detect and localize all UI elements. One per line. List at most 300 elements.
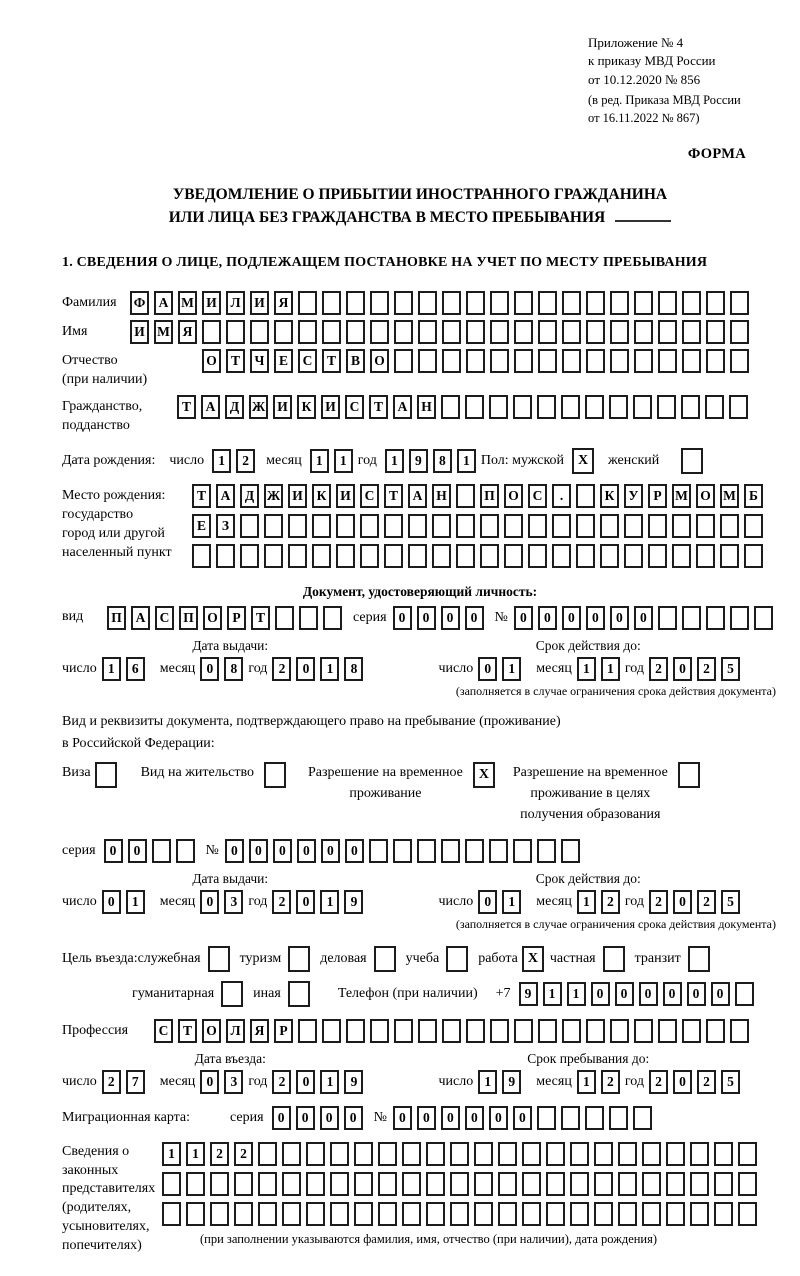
- char-cell[interactable]: [537, 1106, 556, 1130]
- purpose-tourism-checkbox[interactable]: [288, 946, 310, 972]
- char-cell[interactable]: Ф: [130, 291, 149, 315]
- char-cell[interactable]: 2: [102, 1070, 121, 1094]
- char-cell[interactable]: [690, 1172, 709, 1196]
- char-cell[interactable]: М: [178, 291, 197, 315]
- char-cell[interactable]: [498, 1172, 517, 1196]
- char-cell[interactable]: И: [288, 484, 307, 508]
- char-cell[interactable]: [306, 1202, 325, 1226]
- char-cell[interactable]: [658, 320, 677, 344]
- char-cell[interactable]: 0: [673, 1070, 692, 1094]
- blank-line[interactable]: [615, 208, 671, 222]
- char-cell[interactable]: [744, 544, 763, 568]
- char-cell[interactable]: К: [600, 484, 619, 508]
- char-cell[interactable]: [346, 291, 365, 315]
- char-cell[interactable]: 1: [334, 449, 353, 473]
- char-cell[interactable]: 1: [543, 982, 562, 1006]
- char-cell[interactable]: [586, 1019, 605, 1043]
- char-cell[interactable]: 1: [320, 1070, 339, 1094]
- char-cell[interactable]: 9: [344, 1070, 363, 1094]
- char-cell[interactable]: 2: [272, 1070, 291, 1094]
- char-cell[interactable]: [538, 320, 557, 344]
- char-cell[interactable]: К: [297, 395, 316, 419]
- residence-permit-checkbox[interactable]: [264, 762, 286, 788]
- char-cell[interactable]: 2: [272, 657, 291, 681]
- char-cell[interactable]: П: [480, 484, 499, 508]
- char-cell[interactable]: 0: [249, 839, 268, 863]
- char-cell[interactable]: 1: [212, 449, 231, 473]
- char-cell[interactable]: [585, 395, 604, 419]
- char-cell[interactable]: [642, 1202, 661, 1226]
- char-cell[interactable]: А: [201, 395, 220, 419]
- char-cell[interactable]: [585, 1106, 604, 1130]
- char-cell[interactable]: [417, 839, 436, 863]
- char-cell[interactable]: М: [672, 484, 691, 508]
- char-cell[interactable]: 9: [519, 982, 538, 1006]
- char-cell[interactable]: [210, 1172, 229, 1196]
- char-cell[interactable]: [658, 349, 677, 373]
- char-cell[interactable]: [657, 395, 676, 419]
- char-cell[interactable]: [402, 1202, 421, 1226]
- char-cell[interactable]: [513, 839, 532, 863]
- char-cell[interactable]: [706, 349, 725, 373]
- char-cell[interactable]: [514, 349, 533, 373]
- char-cell[interactable]: 0: [478, 890, 497, 914]
- char-cell[interactable]: [504, 514, 523, 538]
- char-cell[interactable]: 0: [225, 839, 244, 863]
- char-cell[interactable]: [522, 1142, 541, 1166]
- char-cell[interactable]: 1: [385, 449, 404, 473]
- char-cell[interactable]: 0: [200, 1070, 219, 1094]
- char-cell[interactable]: Р: [274, 1019, 293, 1043]
- char-cell[interactable]: [394, 1019, 413, 1043]
- char-cell[interactable]: [393, 839, 412, 863]
- char-cell[interactable]: 0: [478, 657, 497, 681]
- char-cell[interactable]: [600, 514, 619, 538]
- char-cell[interactable]: [672, 514, 691, 538]
- char-cell[interactable]: [576, 544, 595, 568]
- purpose-other-checkbox[interactable]: [288, 981, 310, 1007]
- char-cell[interactable]: П: [179, 606, 198, 630]
- char-cell[interactable]: [346, 1019, 365, 1043]
- char-cell[interactable]: 0: [615, 982, 634, 1006]
- char-cell[interactable]: [176, 839, 195, 863]
- char-cell[interactable]: 0: [465, 606, 484, 630]
- char-cell[interactable]: [570, 1202, 589, 1226]
- char-cell[interactable]: 2: [697, 657, 716, 681]
- char-cell[interactable]: 9: [344, 890, 363, 914]
- char-cell[interactable]: С: [298, 349, 317, 373]
- char-cell[interactable]: 2: [697, 890, 716, 914]
- char-cell[interactable]: [402, 1172, 421, 1196]
- char-cell[interactable]: 0: [345, 839, 364, 863]
- char-cell[interactable]: [384, 514, 403, 538]
- char-cell[interactable]: [498, 1202, 517, 1226]
- char-cell[interactable]: [466, 291, 485, 315]
- edu-residence-checkbox[interactable]: [678, 762, 700, 788]
- char-cell[interactable]: [576, 514, 595, 538]
- char-cell[interactable]: [624, 544, 643, 568]
- char-cell[interactable]: [681, 395, 700, 419]
- char-cell[interactable]: [418, 1019, 437, 1043]
- char-cell[interactable]: Б: [744, 484, 763, 508]
- char-cell[interactable]: Л: [226, 291, 245, 315]
- char-cell[interactable]: 9: [409, 449, 428, 473]
- char-cell[interactable]: [561, 1106, 580, 1130]
- char-cell[interactable]: 1: [478, 1070, 497, 1094]
- char-cell[interactable]: [275, 606, 294, 630]
- char-cell[interactable]: 0: [296, 890, 315, 914]
- char-cell[interactable]: [432, 514, 451, 538]
- char-cell[interactable]: И: [336, 484, 355, 508]
- char-cell[interactable]: [360, 544, 379, 568]
- char-cell[interactable]: О: [203, 606, 222, 630]
- char-cell[interactable]: Я: [250, 1019, 269, 1043]
- char-cell[interactable]: [546, 1142, 565, 1166]
- char-cell[interactable]: 1: [320, 890, 339, 914]
- char-cell[interactable]: 3: [224, 890, 243, 914]
- char-cell[interactable]: В: [346, 349, 365, 373]
- char-cell[interactable]: 2: [234, 1142, 253, 1166]
- char-cell[interactable]: [370, 1019, 389, 1043]
- char-cell[interactable]: 0: [441, 606, 460, 630]
- char-cell[interactable]: [360, 514, 379, 538]
- char-cell[interactable]: [682, 606, 701, 630]
- char-cell[interactable]: [378, 1142, 397, 1166]
- char-cell[interactable]: 1: [502, 890, 521, 914]
- char-cell[interactable]: О: [370, 349, 389, 373]
- char-cell[interactable]: [696, 514, 715, 538]
- char-cell[interactable]: К: [312, 484, 331, 508]
- char-cell[interactable]: [298, 291, 317, 315]
- char-cell[interactable]: [666, 1202, 685, 1226]
- char-cell[interactable]: 2: [697, 1070, 716, 1094]
- char-cell[interactable]: [408, 514, 427, 538]
- char-cell[interactable]: [690, 1202, 709, 1226]
- char-cell[interactable]: [720, 514, 739, 538]
- char-cell[interactable]: [465, 395, 484, 419]
- char-cell[interactable]: [378, 1202, 397, 1226]
- char-cell[interactable]: [370, 320, 389, 344]
- purpose-official-checkbox[interactable]: [208, 946, 230, 972]
- char-cell[interactable]: [642, 1142, 661, 1166]
- char-cell[interactable]: [562, 349, 581, 373]
- char-cell[interactable]: [522, 1172, 541, 1196]
- char-cell[interactable]: 5: [721, 1070, 740, 1094]
- char-cell[interactable]: [426, 1172, 445, 1196]
- char-cell[interactable]: [546, 1202, 565, 1226]
- char-cell[interactable]: [288, 544, 307, 568]
- char-cell[interactable]: [537, 839, 556, 863]
- char-cell[interactable]: [594, 1202, 613, 1226]
- char-cell[interactable]: 0: [465, 1106, 484, 1130]
- purpose-humanitarian-checkbox[interactable]: [221, 981, 243, 1007]
- char-cell[interactable]: 2: [601, 1070, 620, 1094]
- char-cell[interactable]: 0: [104, 839, 123, 863]
- char-cell[interactable]: 2: [649, 890, 668, 914]
- char-cell[interactable]: О: [202, 1019, 221, 1043]
- char-cell[interactable]: [466, 349, 485, 373]
- char-cell[interactable]: 1: [310, 449, 329, 473]
- char-cell[interactable]: 0: [344, 1106, 363, 1130]
- char-cell[interactable]: 1: [567, 982, 586, 1006]
- char-cell[interactable]: 0: [673, 657, 692, 681]
- char-cell[interactable]: [633, 395, 652, 419]
- char-cell[interactable]: Ж: [264, 484, 283, 508]
- char-cell[interactable]: [538, 1019, 557, 1043]
- char-cell[interactable]: 0: [320, 1106, 339, 1130]
- char-cell[interactable]: 8: [433, 449, 452, 473]
- char-cell[interactable]: 0: [562, 606, 581, 630]
- char-cell[interactable]: [658, 291, 677, 315]
- char-cell[interactable]: [384, 544, 403, 568]
- char-cell[interactable]: 0: [663, 982, 682, 1006]
- char-cell[interactable]: [552, 544, 571, 568]
- char-cell[interactable]: [624, 514, 643, 538]
- char-cell[interactable]: [354, 1142, 373, 1166]
- char-cell[interactable]: 0: [417, 606, 436, 630]
- char-cell[interactable]: [456, 544, 475, 568]
- char-cell[interactable]: [513, 395, 532, 419]
- char-cell[interactable]: 0: [586, 606, 605, 630]
- char-cell[interactable]: [298, 1019, 317, 1043]
- char-cell[interactable]: 0: [673, 890, 692, 914]
- char-cell[interactable]: [696, 544, 715, 568]
- char-cell[interactable]: [610, 320, 629, 344]
- char-cell[interactable]: [658, 606, 677, 630]
- char-cell[interactable]: [514, 320, 533, 344]
- char-cell[interactable]: Д: [225, 395, 244, 419]
- char-cell[interactable]: 0: [610, 606, 629, 630]
- char-cell[interactable]: [738, 1142, 757, 1166]
- char-cell[interactable]: [658, 1019, 677, 1043]
- char-cell[interactable]: [322, 1019, 341, 1043]
- char-cell[interactable]: [514, 291, 533, 315]
- char-cell[interactable]: 0: [200, 657, 219, 681]
- char-cell[interactable]: [418, 291, 437, 315]
- char-cell[interactable]: [618, 1142, 637, 1166]
- char-cell[interactable]: [323, 606, 342, 630]
- char-cell[interactable]: [186, 1172, 205, 1196]
- char-cell[interactable]: 0: [711, 982, 730, 1006]
- char-cell[interactable]: [706, 320, 725, 344]
- char-cell[interactable]: [490, 291, 509, 315]
- char-cell[interactable]: [594, 1172, 613, 1196]
- char-cell[interactable]: 0: [393, 1106, 412, 1130]
- char-cell[interactable]: [162, 1202, 181, 1226]
- char-cell[interactable]: А: [154, 291, 173, 315]
- char-cell[interactable]: [250, 320, 269, 344]
- char-cell[interactable]: [394, 291, 413, 315]
- char-cell[interactable]: [538, 291, 557, 315]
- char-cell[interactable]: М: [720, 484, 739, 508]
- char-cell[interactable]: [474, 1202, 493, 1226]
- char-cell[interactable]: Т: [384, 484, 403, 508]
- char-cell[interactable]: [288, 514, 307, 538]
- char-cell[interactable]: [705, 395, 724, 419]
- char-cell[interactable]: [618, 1172, 637, 1196]
- char-cell[interactable]: [322, 291, 341, 315]
- char-cell[interactable]: [546, 1172, 565, 1196]
- char-cell[interactable]: 1: [577, 657, 596, 681]
- char-cell[interactable]: [730, 320, 749, 344]
- sex-male-checkbox[interactable]: X: [572, 448, 594, 474]
- char-cell[interactable]: 2: [649, 1070, 668, 1094]
- char-cell[interactable]: [528, 544, 547, 568]
- char-cell[interactable]: [634, 320, 653, 344]
- char-cell[interactable]: [322, 320, 341, 344]
- char-cell[interactable]: [714, 1142, 733, 1166]
- char-cell[interactable]: Т: [226, 349, 245, 373]
- char-cell[interactable]: [442, 320, 461, 344]
- char-cell[interactable]: 0: [591, 982, 610, 1006]
- char-cell[interactable]: [450, 1202, 469, 1226]
- char-cell[interactable]: [570, 1142, 589, 1166]
- char-cell[interactable]: М: [154, 320, 173, 344]
- char-cell[interactable]: [489, 395, 508, 419]
- char-cell[interactable]: 9: [502, 1070, 521, 1094]
- char-cell[interactable]: [586, 349, 605, 373]
- char-cell[interactable]: [610, 1019, 629, 1043]
- char-cell[interactable]: [714, 1202, 733, 1226]
- char-cell[interactable]: 1: [162, 1142, 181, 1166]
- char-cell[interactable]: [226, 320, 245, 344]
- char-cell[interactable]: [442, 1019, 461, 1043]
- char-cell[interactable]: [730, 1019, 749, 1043]
- char-cell[interactable]: [489, 839, 508, 863]
- char-cell[interactable]: 0: [634, 606, 653, 630]
- char-cell[interactable]: [480, 514, 499, 538]
- char-cell[interactable]: И: [130, 320, 149, 344]
- char-cell[interactable]: И: [250, 291, 269, 315]
- char-cell[interactable]: [282, 1142, 301, 1166]
- char-cell[interactable]: [474, 1172, 493, 1196]
- char-cell[interactable]: А: [131, 606, 150, 630]
- char-cell[interactable]: [490, 320, 509, 344]
- char-cell[interactable]: 0: [514, 606, 533, 630]
- char-cell[interactable]: 1: [577, 1070, 596, 1094]
- char-cell[interactable]: [346, 320, 365, 344]
- char-cell[interactable]: 1: [457, 449, 476, 473]
- char-cell[interactable]: [441, 395, 460, 419]
- char-cell[interactable]: [754, 606, 773, 630]
- char-cell[interactable]: 6: [126, 657, 145, 681]
- char-cell[interactable]: [354, 1202, 373, 1226]
- char-cell[interactable]: 0: [687, 982, 706, 1006]
- char-cell[interactable]: 1: [102, 657, 121, 681]
- char-cell[interactable]: [466, 320, 485, 344]
- char-cell[interactable]: [642, 1172, 661, 1196]
- char-cell[interactable]: [394, 349, 413, 373]
- char-cell[interactable]: Т: [178, 1019, 197, 1043]
- char-cell[interactable]: [258, 1202, 277, 1226]
- char-cell[interactable]: [378, 1172, 397, 1196]
- char-cell[interactable]: [594, 1142, 613, 1166]
- char-cell[interactable]: 0: [273, 839, 292, 863]
- char-cell[interactable]: [408, 544, 427, 568]
- char-cell[interactable]: [299, 606, 318, 630]
- char-cell[interactable]: Р: [227, 606, 246, 630]
- char-cell[interactable]: [504, 544, 523, 568]
- char-cell[interactable]: Ч: [250, 349, 269, 373]
- char-cell[interactable]: 8: [224, 657, 243, 681]
- char-cell[interactable]: [666, 1142, 685, 1166]
- char-cell[interactable]: [634, 1019, 653, 1043]
- char-cell[interactable]: И: [321, 395, 340, 419]
- char-cell[interactable]: З: [216, 514, 235, 538]
- char-cell[interactable]: Р: [648, 484, 667, 508]
- char-cell[interactable]: [282, 1202, 301, 1226]
- char-cell[interactable]: [730, 349, 749, 373]
- char-cell[interactable]: 2: [210, 1142, 229, 1166]
- char-cell[interactable]: [552, 514, 571, 538]
- char-cell[interactable]: [274, 320, 293, 344]
- char-cell[interactable]: [402, 1142, 421, 1166]
- char-cell[interactable]: [240, 544, 259, 568]
- char-cell[interactable]: [720, 544, 739, 568]
- char-cell[interactable]: [561, 395, 580, 419]
- char-cell[interactable]: [258, 1142, 277, 1166]
- char-cell[interactable]: [450, 1172, 469, 1196]
- char-cell[interactable]: А: [393, 395, 412, 419]
- temp-residence-checkbox[interactable]: X: [473, 762, 495, 788]
- char-cell[interactable]: 0: [393, 606, 412, 630]
- char-cell[interactable]: [264, 544, 283, 568]
- char-cell[interactable]: [633, 1106, 652, 1130]
- char-cell[interactable]: [441, 839, 460, 863]
- char-cell[interactable]: О: [504, 484, 523, 508]
- char-cell[interactable]: Л: [226, 1019, 245, 1043]
- char-cell[interactable]: [312, 544, 331, 568]
- char-cell[interactable]: А: [216, 484, 235, 508]
- char-cell[interactable]: 0: [639, 982, 658, 1006]
- char-cell[interactable]: 2: [649, 657, 668, 681]
- char-cell[interactable]: [216, 544, 235, 568]
- char-cell[interactable]: [562, 1019, 581, 1043]
- char-cell[interactable]: С: [345, 395, 364, 419]
- char-cell[interactable]: [442, 291, 461, 315]
- char-cell[interactable]: [730, 291, 749, 315]
- char-cell[interactable]: [682, 1019, 701, 1043]
- char-cell[interactable]: [330, 1172, 349, 1196]
- char-cell[interactable]: 5: [721, 890, 740, 914]
- char-cell[interactable]: [586, 320, 605, 344]
- char-cell[interactable]: [306, 1172, 325, 1196]
- char-cell[interactable]: 0: [441, 1106, 460, 1130]
- char-cell[interactable]: 0: [102, 890, 121, 914]
- char-cell[interactable]: 1: [577, 890, 596, 914]
- purpose-transit-checkbox[interactable]: [688, 946, 710, 972]
- char-cell[interactable]: Е: [274, 349, 293, 373]
- char-cell[interactable]: 0: [128, 839, 147, 863]
- char-cell[interactable]: [394, 320, 413, 344]
- char-cell[interactable]: [264, 514, 283, 538]
- char-cell[interactable]: 1: [186, 1142, 205, 1166]
- char-cell[interactable]: [466, 1019, 485, 1043]
- char-cell[interactable]: [682, 291, 701, 315]
- char-cell[interactable]: 0: [296, 1106, 315, 1130]
- char-cell[interactable]: Т: [369, 395, 388, 419]
- char-cell[interactable]: [298, 320, 317, 344]
- char-cell[interactable]: С: [360, 484, 379, 508]
- char-cell[interactable]: [586, 291, 605, 315]
- char-cell[interactable]: 0: [513, 1106, 532, 1130]
- char-cell[interactable]: [330, 1142, 349, 1166]
- char-cell[interactable]: [480, 544, 499, 568]
- char-cell[interactable]: [258, 1172, 277, 1196]
- char-cell[interactable]: [682, 320, 701, 344]
- char-cell[interactable]: [456, 484, 475, 508]
- char-cell[interactable]: [162, 1172, 181, 1196]
